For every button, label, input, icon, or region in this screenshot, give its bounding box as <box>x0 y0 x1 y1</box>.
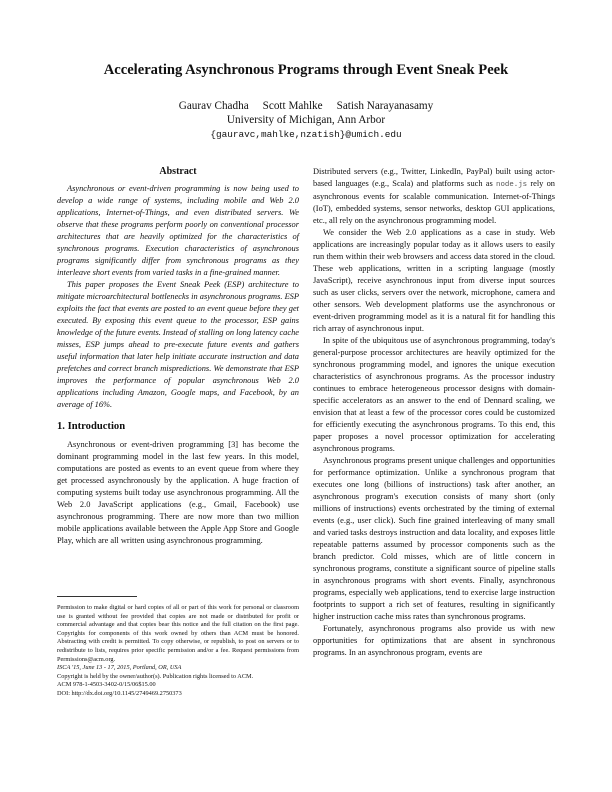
abstract-heading: Abstract <box>159 166 197 177</box>
footnote-rule <box>57 596 137 597</box>
body-paragraph: Asynchronous or event-driven programming [3] has become the dominant programming model in the last few years. In this model, computations are posted as events to an event queue from where they get processed asynchronously by the application. A huge fraction of computing systems built today use asynchronous programming. All the Web 2.0 JavaScript applications (e.g., Gmail, Facebook) use asynchronous programming. There are now more than two million mobile applications available between the Apple App Store and Google Play, which are all written using asynchronous programming. <box>57 440 299 545</box>
permission-notice: Permission to make digital or hard copies of all or part of this work for personal or classroom use is granted without fee provided that copies are not made or distributed for profit or commercial advantage and that copies bear this notice and the full citation on the first page. Copyrights for components of this work owned by others than ACM must be honored. Abstracting with credit is permitted. To copy otherwise, or republish, to post on servers or to redistribute to lists, requires prior specific permission and/or a fee. Request permissions from Permissions@acm.org. <box>57 604 299 663</box>
text-run: Distributed servers (e.g., Twitter, LinkedIn, PayPal) built using actor-based languages (e.g., Scala) and platforms such as <box>313 167 555 188</box>
affiliation: University of Michigan, Ann Arbor <box>226 114 386 126</box>
abstract-paragraph: Asynchronous or event-driven programming is now being used to develop a wide range of systems, including mobile and Web 2.0 applications, Internet-of-Things, and even distributed servers. We observe that these programs perform poorly on conventional processor architectures that are heavily optimized for the characteristics of synchronous programs. Execution characteristics of asynchronous programs significantly differ from synchronous programs as they interleave short events from varied tasks in a fine-grained manner. <box>57 184 299 277</box>
section-heading-introduction: 1. Introduction <box>57 421 126 432</box>
body-paragraph <box>313 166 555 227</box>
body-paragraph: We consider the Web 2.0 applications as a case in study. Web applications are increasingly popular today as it allows users to easily run them within their web browsers and access data stored in the cloud. These web applications, written in a scripting language (mostly JavaScript), receive asynchronous input from diverse input sources such as user clicks, servers over the network, microphone, camera and other sensors. Web development platforms use the asynchronous or event-driven programming model as it is a natural fit for handling this rich array of asynchronous input. <box>313 228 555 333</box>
conference-venue: ISCA '15, June 13 - 17, 2015, Portland, OR, USA <box>57 664 182 672</box>
right-column <box>313 166 555 659</box>
left-column <box>57 166 299 547</box>
body-paragraph: In spite of the ubiquitous use of asynchronous programming, today's general-purpose processor architectures are heavily optimized for the synchronous programming model, and ignores the unique execution characteristics of asynchronous programs. As the processor industry continues to embrace heterogeneous processor designs with domain-specific accelerators as an answer to the end of Dennard scaling, we envision that at least a few of the processor cores could be customized for efficiently executing the asynchronous programs. To this end, this paper proposes a novel processor optimization for accelerating asynchronous programs. <box>313 336 555 453</box>
body-paragraph: Fortunately, asynchronous programs also provide us with new opportunities for optimizations that are absent in synchronous programs. In an asynchronous program, events are <box>313 624 555 657</box>
copyright-footnote <box>57 604 299 699</box>
doi-line: DOI: http://dx.doi.org/10.1145/2749469.2750373 <box>57 689 182 697</box>
author-list: Gaurav Chadha Scott Mahlke Satish Narayanasamy <box>178 100 434 112</box>
body-paragraph: Asynchronous programs present unique challenges and opportunities for performance optimization. Unlike a synchronous program that executes one long (billions of instructions) task after another, an asynchronous program's execution consists of many short (only millions of instructions) events orchestrated by the timing of external events (e.g., user click). Such fine grained interleaving of many small and varied tasks destroys instruction and data locality, and exposes little repeatable patterns assumed by processor components such as the branch predictor. Cold misses, which are of little concern in synchronous programs, constitute a significant source of pipeline stalls in asynchronous programs with short events. Finally, asynchronous programs, especially web applications, tend to exercise large instruction footprints to support a rich set of features, resulting in significantly higher instruction cache miss rates than synchronous programs. <box>313 456 555 621</box>
inline-code: node.js <box>496 181 528 189</box>
paper-title: Accelerating Asynchronous Programs through Event Sneak Peek <box>103 62 509 78</box>
copyright-line: Copyright is held by the owner/author(s). Publication rights licensed to ACM. <box>57 672 254 680</box>
text-run: rely on asynchronous events for scalable communication. Internet-of-Things (IoT), embedded systems, sensor networks, desktop GUI applications, etc., all rely on the asynchronous programming model. <box>313 179 555 225</box>
abstract-body <box>57 183 299 411</box>
isbn-line: ACM 978-1-4503-3402-0/15/06$15.00 <box>57 681 156 689</box>
abstract-paragraph: This paper proposes the Event Sneak Peek (ESP) architecture to mitigate microarchitectural bottlenecks in asynchronous programs. ESP exploits the fact that events are posted to an event queue before they get executed. By exposing this event queue to the processor, ESP gains knowledge of the future events. Instead of stalling on long latency cache misses, ESP jumps ahead to pre-execute future events and gathers useful information that later help initiate accurate instruction and data prefetches and correct branch mispredictions. We demonstrate that ESP improves the performance of popular asynchronous Web 2.0 applications including Amazon, Google maps, and Facebook, by an average of 16%. <box>57 280 299 409</box>
author-emails: {gauravc,mahlke,nzatish}@umich.edu <box>210 129 402 140</box>
